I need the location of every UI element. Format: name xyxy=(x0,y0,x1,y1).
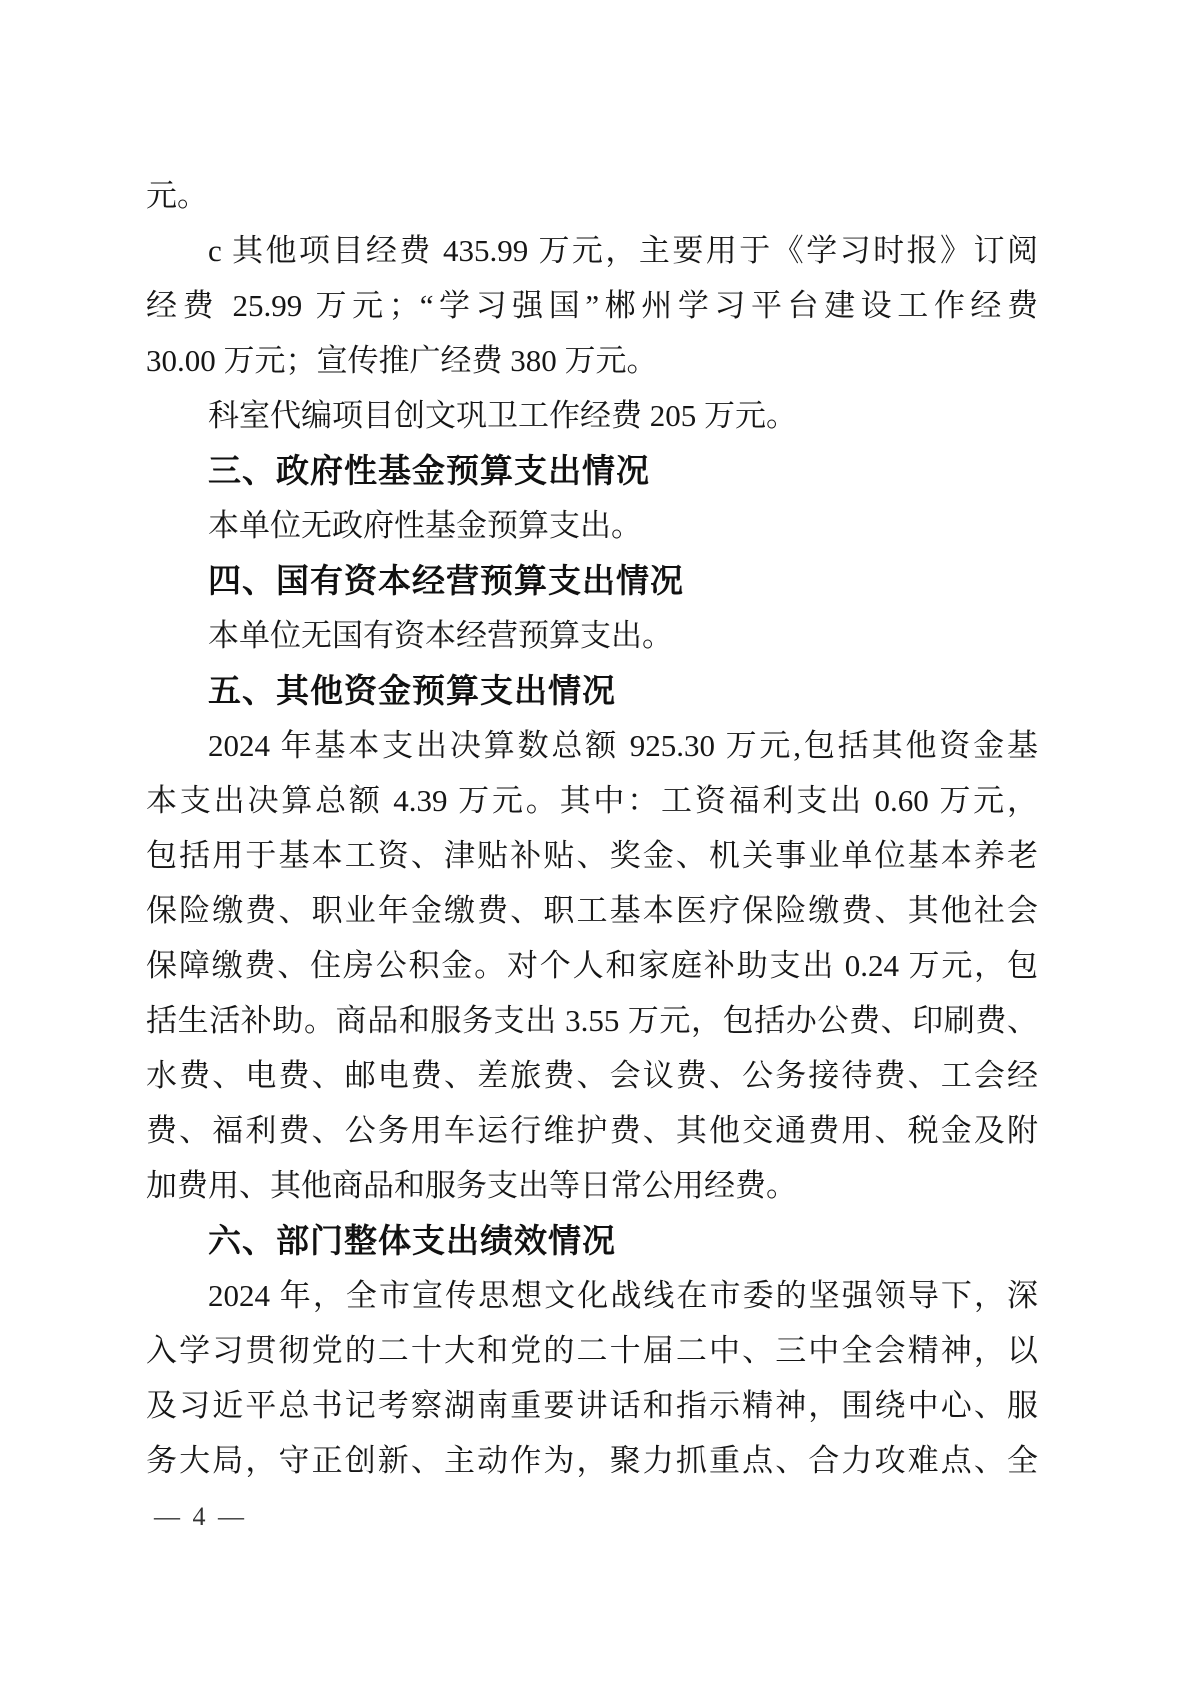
body-line: 本单位无国有资本经营预算支出。 xyxy=(208,618,673,653)
body-line: 经费 25.99 万元；“学习强国”郴州学习平台建设工作经费 xyxy=(146,288,1038,323)
body-line: 保障缴费、住房公积金。对个人和家庭补助支出 0.24 万元，包 xyxy=(146,948,1038,983)
section-heading-3: 三、政府性基金预算支出情况 xyxy=(208,452,650,489)
body-line: 费、福利费、公务用车运行维护费、其他交通费用、税金及附 xyxy=(146,1113,1038,1148)
body-line: 2024 年，全市宣传思想文化战线在市委的坚强领导下，深 xyxy=(208,1278,1038,1313)
page-number: — 4 — xyxy=(154,1502,247,1531)
body-line: 务大局，守正创新、主动作为，聚力抓重点、合力攻难点、全 xyxy=(146,1443,1038,1478)
body-line: 2024 年基本支出决算数总额 925.30 万元,包括其他资金基 xyxy=(208,728,1038,763)
body-line: 科室代编项目创文巩卫工作经费 205 万元。 xyxy=(208,398,797,433)
body-line: 入学习贯彻党的二十大和党的二十届二中、三中全会精神，以 xyxy=(146,1333,1038,1368)
body-line: 保险缴费、职业年金缴费、职工基本医疗保险缴费、其他社会 xyxy=(146,893,1038,928)
body-line: 及习近平总书记考察湖南重要讲话和指示精神，围绕中心、服 xyxy=(146,1388,1038,1423)
body-line: 包括用于基本工资、津贴补贴、奖金、机关事业单位基本养老 xyxy=(146,838,1038,873)
content-area xyxy=(146,168,1038,1488)
body-line: 括生活补助。商品和服务支出 3.55 万元，包括办公费、印刷费、 xyxy=(146,1003,1038,1038)
body-line: 本支出决算总额 4.39 万元。其中：工资福利支出 0.60 万元， xyxy=(146,783,1038,818)
body-line: 本单位无政府性基金预算支出。 xyxy=(208,508,642,543)
body-line: 30.00 万元；宣传推广经费 380 万元。 xyxy=(146,343,658,378)
body-line: c 其他项目经费 435.99 万元，主要用于《学习时报》订阅 xyxy=(208,233,1038,268)
page-footer xyxy=(154,1497,247,1537)
section-heading-6: 六、部门整体支出绩效情况 xyxy=(208,1222,616,1259)
body-line: 元。 xyxy=(146,178,208,213)
body-line: 加费用、其他商品和服务支出等日常公用经费。 xyxy=(146,1168,797,1203)
section-heading-5: 五、其他资金预算支出情况 xyxy=(208,672,616,709)
section-heading-4: 四、国有资本经营预算支出情况 xyxy=(208,562,684,599)
body-line: 水费、电费、邮电费、差旅费、会议费、公务接待费、工会经 xyxy=(146,1058,1038,1093)
